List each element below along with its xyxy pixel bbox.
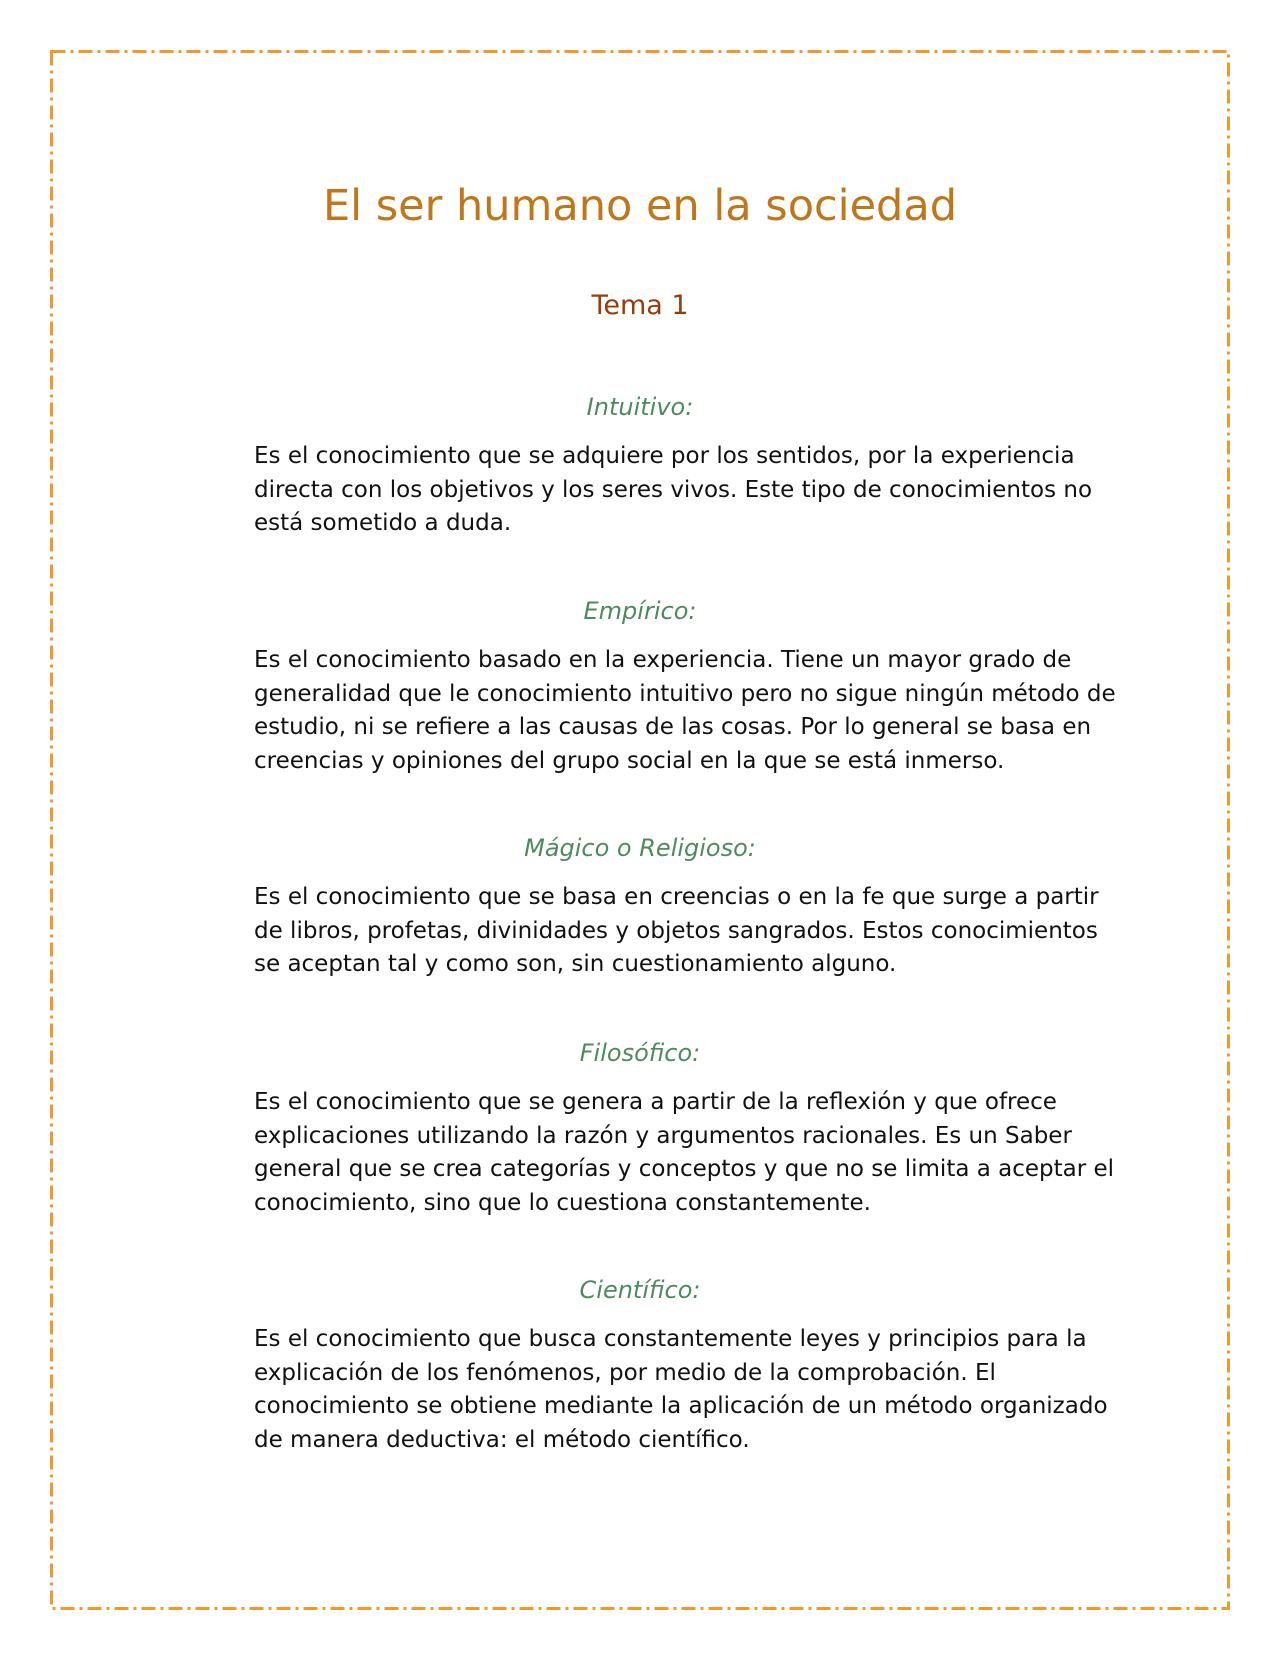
section-heading: Científico:	[579, 1276, 701, 1304]
document-title: El ser humano en la sociedad	[323, 181, 957, 231]
section-body: Es el conocimiento que busca constantemente leyes y principios para la explicación de los fenómenos, por medio de la comprobación. El conocimiento se obtiene mediante la aplicación de un método organizado de manera deductiva: el método científico.	[254, 1326, 1108, 1453]
section-heading: Mágico o Religioso:	[524, 834, 756, 862]
section-heading: Filosófico:	[579, 1039, 701, 1067]
section-body: Es el conocimiento que se adquiere por los sentidos, por la experiencia directa con los objetivos y los seres vivos. Este tipo de conocimientos no está sometido a duda.	[254, 443, 1093, 536]
document-subtitle: Tema 1	[591, 290, 689, 321]
section-filosofico	[254, 1036, 1124, 1220]
section-empirico	[254, 594, 1124, 778]
section-heading: Empírico:	[583, 597, 697, 625]
section-body: Es el conocimiento que se genera a partir de la reflexión y que ofrece explicaciones utilizando la razón y argumentos racionales. Es un Saber general que se crea categorías y conceptos y que no se limita a aceptar el conocimiento, sino que lo cuestiona constantemente.	[254, 1089, 1115, 1216]
section-intuitivo	[254, 390, 1124, 541]
section-body: Es el conocimiento basado en la experiencia. Tiene un mayor grado de generalidad que le conocimiento intuitivo pero no sigue ningún método de estudio, ni se refiere a las causas de las cosas. Por lo general se basa en creencias y opiniones del grupo social en la que se está inmerso.	[254, 647, 1116, 774]
section-body: Es el conocimiento que se basa en creencias o en la fe que surge a partir de libros, profetas, divinidades y objetos sangrados. Estos conocimientos se aceptan tal y como son, sin cuestionamiento alguno.	[254, 884, 1099, 977]
section-cientifico	[254, 1273, 1124, 1457]
section-heading: Intuitivo:	[586, 393, 694, 421]
section-magico-religioso	[254, 831, 1124, 982]
